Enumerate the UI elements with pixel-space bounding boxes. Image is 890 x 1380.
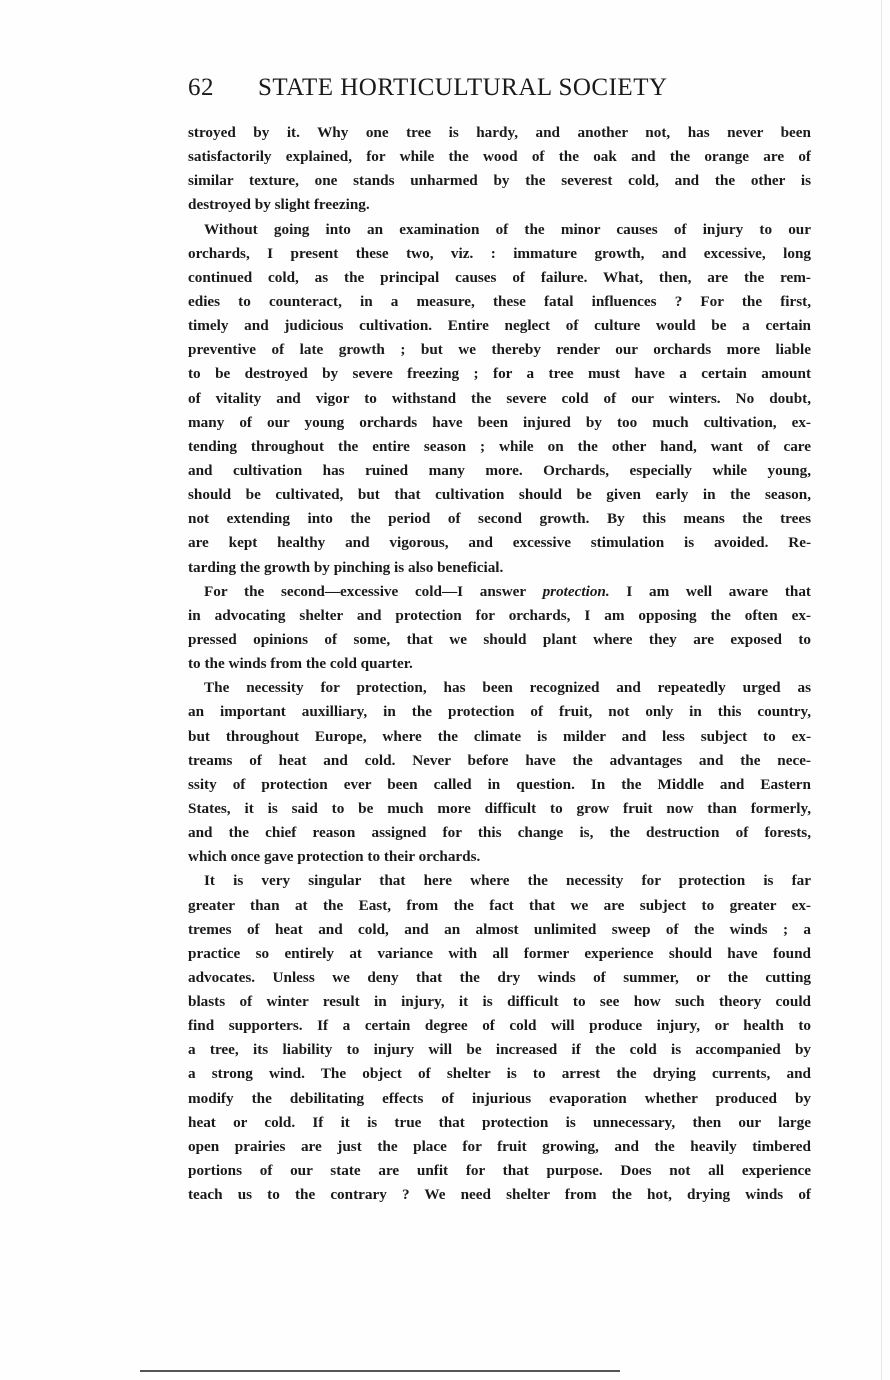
text-line: portions of our state are unfit for that purpose. Does not all experience xyxy=(188,1162,811,1180)
text-line: modify the debilitating effects of injurious evaporation whether produced by xyxy=(188,1089,811,1107)
scan-edge-rule xyxy=(140,1370,620,1372)
text-line: treams of heat and cold. Never before have the advantages and the nece- xyxy=(188,751,811,769)
text-line: in advocating shelter and protection for orchards, I am opposing the often ex- xyxy=(188,606,811,624)
text-line: ssity of protection ever been called in question. In the Middle and Eastern xyxy=(188,775,811,793)
text-line: Without going into an examination of the minor causes of injury to our xyxy=(204,220,811,238)
emphasis-protection: protection. xyxy=(542,582,610,600)
text-line: an important auxilliary, in the protection of fruit, not only in this country, xyxy=(188,703,811,721)
text-line: blasts of winter result in injury, it is difficult to see how such theory could xyxy=(188,993,811,1011)
text-line xyxy=(188,580,811,604)
text-line: open prairies are just the place for fruit growing, and the heavily timbered xyxy=(188,1137,811,1155)
text-line: not extending into the period of second growth. By this means the trees xyxy=(188,510,811,528)
text-line: pressed opinions of some, that we should plant where they are exposed to xyxy=(188,630,811,648)
text-line: tending throughout the entire season ; while on the other hand, want of care xyxy=(188,437,811,455)
text-line: preventive of late growth ; but we thereby render our orchards more liable xyxy=(188,341,811,359)
text-line: teach us to the contrary ? We need shelter from the hot, drying winds of xyxy=(188,1186,811,1204)
page-number: 62 xyxy=(188,74,214,101)
text-line: The necessity for protection, has been recognized and repeatedly urged as xyxy=(204,679,811,697)
text-line: greater than at the East, from the fact that we are subject to greater ex- xyxy=(188,896,811,914)
text-line: which once gave protection to their orchards. xyxy=(188,848,481,866)
text-line: to be destroyed by severe freezing ; for a tree must have a certain amount xyxy=(188,365,811,383)
text-segment: I am well aware that xyxy=(609,582,811,600)
running-head xyxy=(188,74,718,108)
text-line: find supporters. If a certain degree of cold will produce injury, or health to xyxy=(188,1017,811,1035)
text-segment: For the second—excessive cold—I answer xyxy=(204,582,543,600)
text-line: of vitality and vigor to withstand the severe cold of our winters. No doubt, xyxy=(188,389,811,407)
text-line: are kept healthy and vigorous, and excessive stimulation is avoided. Re- xyxy=(188,534,811,552)
text-line: a tree, its liability to injury will be increased if the cold is accompanied by xyxy=(188,1041,811,1059)
text-line: States, it is said to be much more difficult to grow fruit now than formerly, xyxy=(188,799,811,817)
text-line: It is very singular that here where the necessity for protection is far xyxy=(204,872,811,890)
text-line: orchards, I present these two, viz. : immature growth, and excessive, long xyxy=(188,244,811,262)
text-line: many of our young orchards have been injured by too much cultivation, ex- xyxy=(188,413,811,431)
text-line: and the chief reason assigned for this change is, the destruction of forests, xyxy=(188,824,811,842)
text-line: tremes of heat and cold, and an almost unlimited sweep of the winds ; a xyxy=(188,920,811,938)
text-line: timely and judicious cultivation. Entire neglect of culture would be a certain xyxy=(188,317,811,335)
text-line: should be cultivated, but that cultivation should be given early in the season, xyxy=(188,486,811,504)
text-line: practice so entirely at variance with all former experience should have found xyxy=(188,944,811,962)
text-line: destroyed by slight freezing. xyxy=(188,196,370,214)
text-line: similar texture, one stands unharmed by the severest cold, and the other is xyxy=(188,172,811,190)
text-line: and cultivation has ruined many more. Orchards, especially while young, xyxy=(188,461,811,479)
text-line: stroyed by it. Why one tree is hardy, and another not, has never been xyxy=(188,124,811,141)
text-line: advocates. Unless we deny that the dry winds of summer, or the cutting xyxy=(188,968,811,986)
body-text xyxy=(188,121,811,1207)
running-title: STATE HORTICULTURAL SOCIETY xyxy=(258,74,668,101)
text-line: satisfactorily explained, for while the wood of the oak and the orange are of xyxy=(188,148,811,166)
text-line: but throughout Europe, where the climate is milder and less subject to ex- xyxy=(188,727,811,745)
text-line: a strong wind. The object of shelter is to arrest the drying currents, and xyxy=(188,1065,811,1083)
page-edge xyxy=(881,0,882,1380)
text-line: continued cold, as the principal causes of failure. What, then, are the rem- xyxy=(188,268,811,286)
text-line: to the winds from the cold quarter. xyxy=(188,655,413,673)
text-line: edies to counteract, in a measure, these fatal influences ? For the first, xyxy=(188,292,811,310)
text-line: heat or cold. If it is true that protection is unnecessary, then our large xyxy=(188,1113,811,1131)
text-line: tarding the growth by pinching is also beneficial. xyxy=(188,558,504,576)
